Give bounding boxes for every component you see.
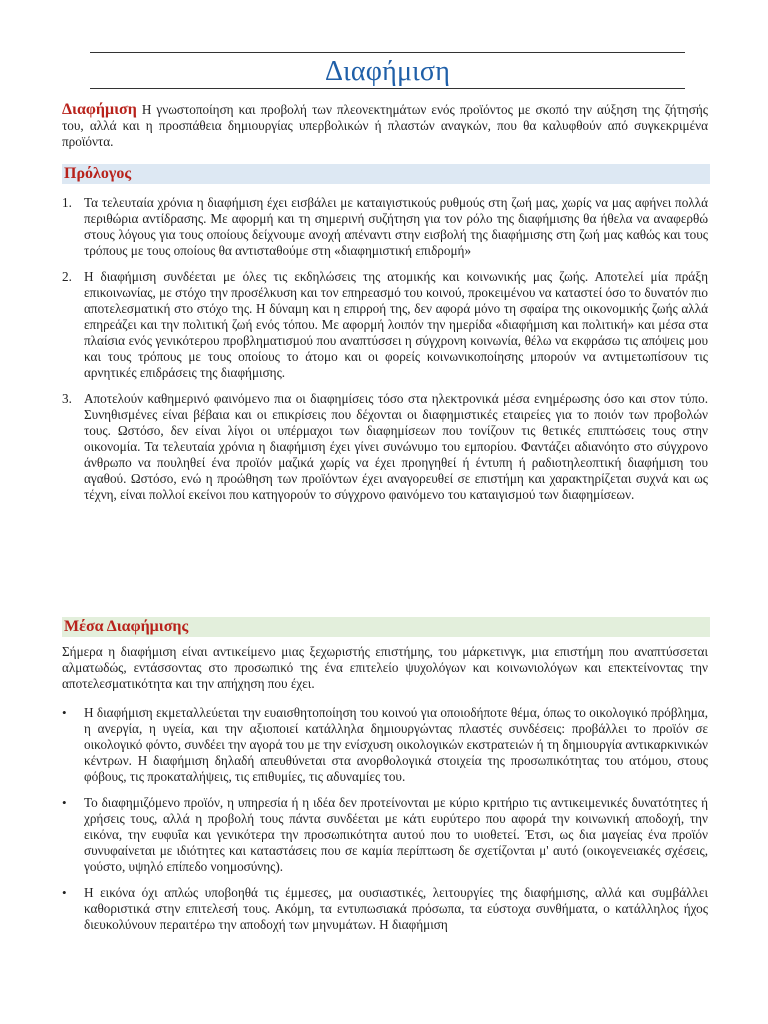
list-item bbox=[62, 269, 708, 381]
intro-lead-term: Διαφήμιση bbox=[62, 101, 137, 118]
prologue-numbered-list bbox=[62, 195, 708, 513]
item-text: Το διαφημιζόμενο προϊόν, η υπηρεσία ή η ιδέα δεν προτείνονται με κύριο κριτήριο τις αντικειμενικές δυνατότητες ή χρήσεις τους, αλλά η προβολή τους πάντα συνδέεται με κάτι ευρύτερο που αφορά την κοινωνική αποδοχή, την εικόνα, την ευφυΐα και γενικότερα την προσωπικότητα αυτού που το υιοθετεί. Έτσι, ως δια μαγείας ένα προϊόν συνυφαίνεται με ιδιότητες και καταστάσεις που σε καμία περίπτωση δε σχετίζονται μ' αυτό (οικογενειακές σχέσεις, γούστο, υψηλό επίπεδο νοημοσύνης). bbox=[84, 795, 708, 874]
item-text: Αποτελούν καθημερινό φαινόμενο πια οι διαφημίσεις τόσο στα ηλεκτρονικά μέσα ενημέρωσης όσο και στον τύπο. Συνηθισμένες είναι βέβαια και οι επικρίσεις που δέχονται οι διαφημιστικές εταιρείες για το ποιόν των προβολών τους. Ωστόσο, δεν είναι λίγοι οι υπέρμαχοι των διαφημίσεων που τονίζουν τις θετικές επιπτώσεις τους στην οικονομία. Τα τελευταία χρόνια η διαφήμιση έχει γίνει συνώνυμο του εμπορίου. Φαντάζει αδιανόητο στο σύγχρονο άνθρωπο να πουληθεί ένα προϊόν μαζικά χωρίς να έχει προηγηθεί ή έντυπη ή ραδιοτηλεοπτική διαφήμιση του αγαθού. Ωστόσο, ενώ η προώθηση των προϊόντων έχει αναγορευθεί σε επιστήμη και χαρακτηρίζεται συχνά και ως τέχνη, είναι πολλοί εκείνοι που κατηγορούν το σύγχρονο φαινόμενο του καταιγισμού των διαφημίσεων. bbox=[84, 391, 708, 502]
intro-text: Η γνωστοποίηση και προβολή των πλεονεκτημάτων ενός προϊόντος με σκοπό την αύξηση της ζήτησής του, αλλά και η προσπάθεια δημιουργίας υπερβολικών ή πλαστών αναγκών, που θα καλυφθούν από συγκεκριμένα προϊόντα. bbox=[62, 102, 708, 149]
title-top-rule bbox=[90, 52, 685, 53]
item-number: 3. bbox=[62, 391, 72, 406]
page-title: Διαφήμιση bbox=[324, 56, 451, 87]
intro-paragraph bbox=[62, 102, 708, 150]
item-text: Τα τελευταία χρόνια η διαφήμιση έχει εισβάλει με καταιγιστικούς ρυθμούς στη ζωή μας, χωρίς να μας αφήνει πολλά περιθώρια αντίδρασης. Με αφορμή και τη σημερινή συζήτηση για τον ρόλο της διαφήμισης θα ήθελα να αναφερθώ στους λόγους για τους οποίους δείχνουμε ανοχή απέναντι στην εισβολή της διαφήμισης στη ζωή μας καθώς και τους τρόπους με τους οποίους θα αντισταθούμε στη «διαφημιστική επιδρομή» bbox=[84, 195, 708, 258]
item-text: Η εικόνα όχι απλώς υποβοηθά τις έμμεσες, μα ουσιαστικές, λειτουργίες της διαφήμισης, αλλά και συμβάλλει καθοριστικά στην επιτελεσή τους. Ακόμη, τα εντυπωσιακά πρόσωπα, τα εύστοχα συνθήματα, ο κατάλληλος ήχος διευκολύνουν περαιτέρω την αποδοχή των μηνυμάτων. Η διαφήμιση bbox=[84, 885, 708, 932]
item-text: Η διαφήμιση συνδέεται με όλες τις εκδηλώσεις της ατομικής και κοινωνικής μας ζωής. Αποτελεί μία πράξη επικοινωνίας, με στόχο την προσέλκυση και τον επηρεασμό του κοινού, προκειμένου να καταστεί όσο το δυνατόν πιο αποτελεσματική στο στόχο της. Η δύναμη και η επιρροή της, δεν αφορά μόνο τη σφαίρα της οικονομικής ζωής αλλά επηρεάζει και την πολιτική ζωή ενός τόπου. Με αφορμή λοιπόν την ημερίδα «διαφήμιση και πολιτική» και μέσα στα πλαίσια ενός γενικότερου προβληματισμού που αναπτύσσει η σύγχρονη κοινωνία, θέλω να εκφράσω τις απόψεις μου και τους τρόπους με τους οποίους το άτομο και οι φορείς κοινωνικοποίησης μπορούν να αντιμετωπίσουν τις αρνητικές επιδράσεις της διαφήμισης. bbox=[84, 269, 708, 380]
list-item bbox=[62, 195, 708, 259]
section-heading-prologue: Πρόλογος bbox=[62, 164, 710, 184]
list-item bbox=[62, 885, 708, 933]
list-item bbox=[62, 795, 708, 875]
advertising-media-bullet-list bbox=[62, 705, 708, 943]
bullet-icon: • bbox=[62, 885, 67, 900]
bullet-icon: • bbox=[62, 705, 67, 720]
title-bottom-rule bbox=[90, 88, 685, 89]
list-item bbox=[62, 705, 708, 785]
list-item bbox=[62, 391, 708, 503]
section-heading-advertising-media: Μέσα Διαφήμισης bbox=[62, 617, 710, 637]
item-number: 1. bbox=[62, 195, 72, 210]
item-text: Η διαφήμιση εκμεταλλεύεται την ευαισθητοποίηση του κοινού για οποιοδήποτε θέμα, όπως το οικολογικό πρόβλημα, η ανεργία, η υγεία, και την αξιοποιεί κατάλληλα δημιουργώντας πλαστές συνδέσεις: προβάλλει το προϊόν σε οικολογικό φόντο, συνδέει την αγορά του με την ενίσχυση οικολογικών εκστρατειών ή τη δημιουργία αντικαρκινικών κέντρων. Η διαφήμιση δηλαδή απευθύνεται στα ανορθολογικά στοιχεία της προσωπικότητας του ατόμου, στους φόβους, τις προκαταλήψεις, τις επιθυμίες, τις αδυναμίες του. bbox=[84, 705, 708, 784]
item-number: 2. bbox=[62, 269, 72, 284]
advertising-media-paragraph: Σήμερα η διαφήμιση είναι αντικείμενο μιας ξεχωριστής επιστήμης, του μάρκετινγκ, μια επιστήμη που αναπτύσσεται αλματωδώς, εντάσσοντας στο προσωπικό της ένα επιτελείο ψυχολόγων και κοινωνιολόγων και επεκτείνοντας την αποτελεσματικότητα και την απήχηση που έχει. bbox=[62, 644, 708, 691]
bullet-icon: • bbox=[62, 795, 67, 810]
